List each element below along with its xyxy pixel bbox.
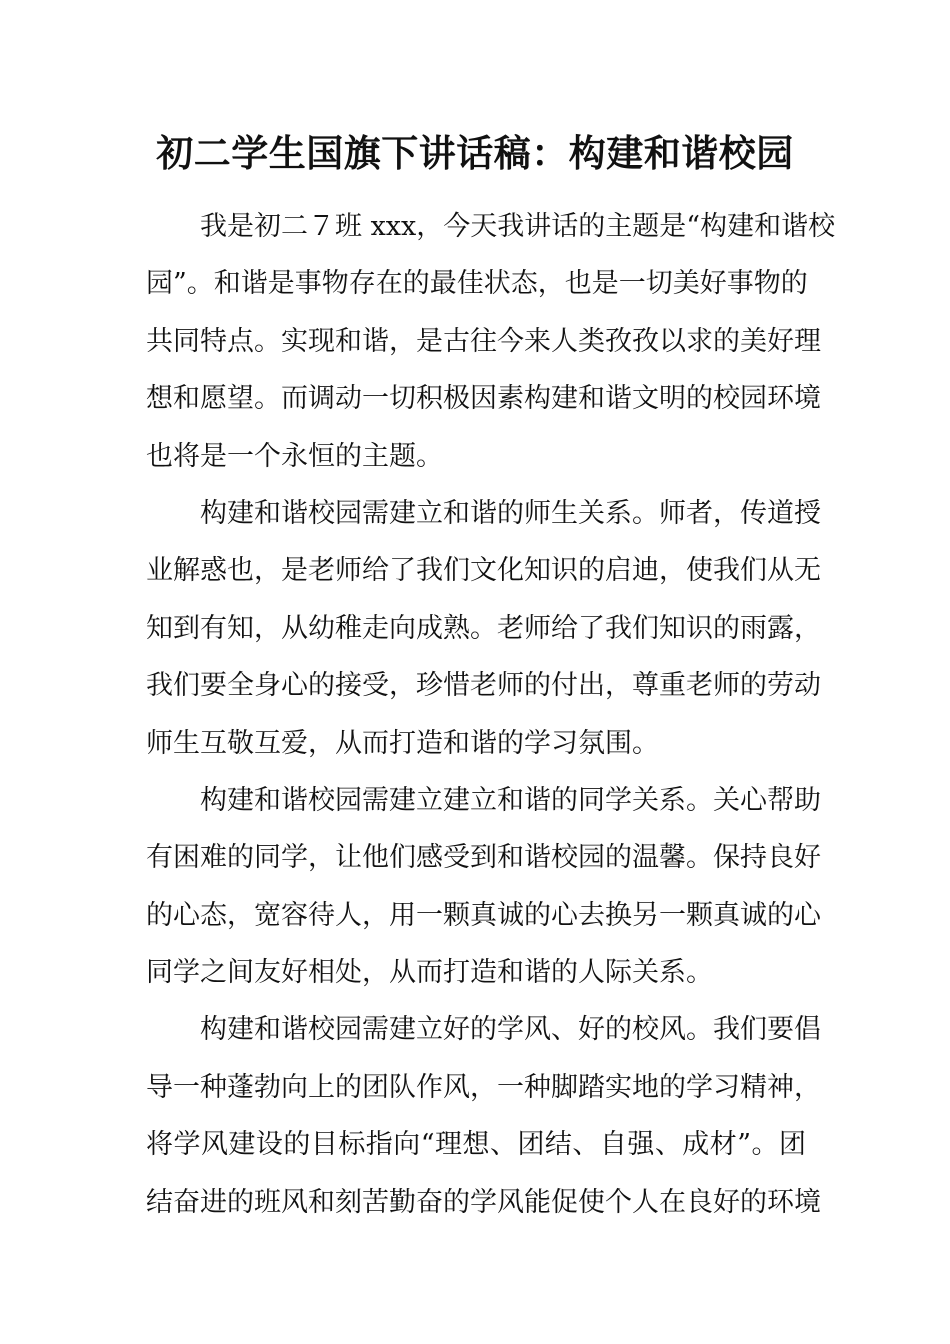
text-line: 将学风建设的目标指向“理想、团结、自强、成材”。团	[146, 1129, 806, 1161]
text-line: 知到有知，从幼稚走向成熟。老师给了我们知识的雨露，	[146, 612, 821, 644]
text-line: 师生互敬互爱，从而打造和谐的学习氛围。	[146, 727, 659, 759]
paragraph-2	[146, 485, 821, 772]
text-line: 业解惑也，是老师给了我们文化知识的启迪，使我们从无	[146, 555, 821, 587]
page-title: 初二学生国旗下讲话稿：构建和谐校园	[156, 131, 794, 175]
paragraph-3	[146, 772, 821, 1002]
text-line: 导一种蓬勃向上的团队作风，一种脚踏实地的学习精神，	[146, 1071, 821, 1103]
paragraph-1	[146, 198, 836, 485]
text-line: 构建和谐校园需建立和谐的师生关系。师者，传道授	[200, 497, 821, 529]
paragraph-4	[146, 1001, 821, 1231]
text-line: 想和愿望。而调动一切积极因素构建和谐文明的校园环境	[146, 383, 821, 415]
text-line: 构建和谐校园需建立建立和谐的同学关系。关心帮助	[200, 784, 821, 816]
text-line: 我是初二７班 xxx，今天我讲话的主题是“构建和谐校	[200, 211, 836, 242]
text-line: 也将是一个永恒的主题。	[146, 440, 443, 472]
text-line: 结奋进的班风和刻苦勤奋的学风能促使个人在良好的环境	[146, 1186, 821, 1218]
text-line: 共同特点。实现和谐，是古往今来人类孜孜以求的美好理	[146, 325, 821, 357]
text-line: 的心态，宽容待人，用一颗真诚的心去换另一颗真诚的心	[146, 899, 821, 931]
text-line: 同学之间友好相处，从而打造和谐的人际关系。	[146, 957, 713, 989]
text-line: 有困难的同学，让他们感受到和谐校园的温馨。保持良好	[146, 842, 821, 874]
text-line: 园”。和谐是事物存在的最佳状态，也是一切美好事物的	[146, 268, 808, 300]
text-line: 构建和谐校园需建立好的学风、好的校风。我们要倡	[200, 1014, 821, 1046]
text-line: 我们要全身心的接受，珍惜老师的付出，尊重老师的劳动	[146, 670, 821, 702]
document-body	[146, 198, 836, 1231]
